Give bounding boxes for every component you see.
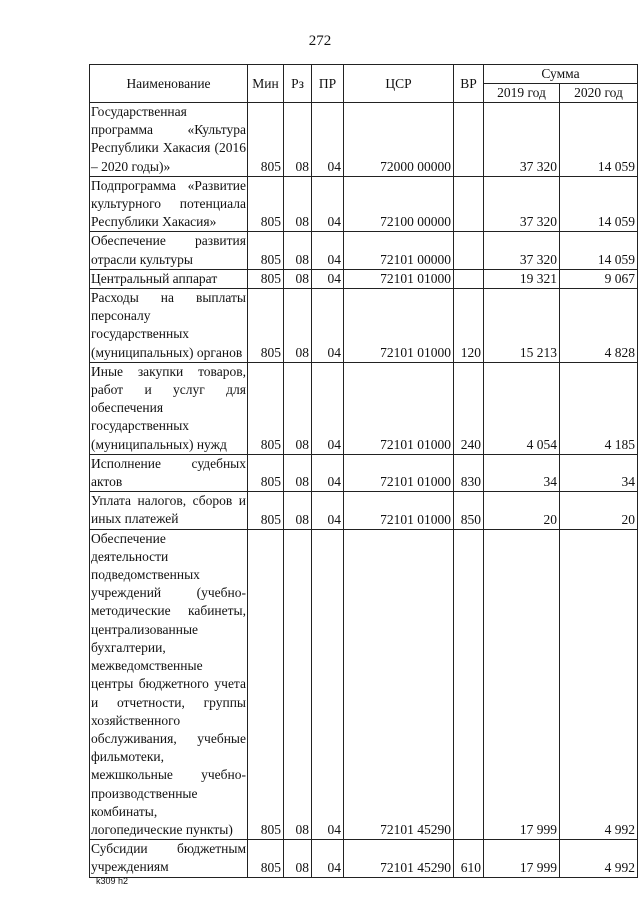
cell-y2020: 9 067	[560, 269, 638, 288]
table-row	[90, 103, 638, 177]
table-row	[90, 529, 638, 839]
cell-rz: 08	[284, 492, 312, 529]
cell-y2019: 19 321	[484, 269, 560, 288]
cell-y2020: 20	[560, 492, 638, 529]
cell-vr	[454, 176, 484, 232]
cell-name: Обеспечение развития отрасли культуры	[90, 232, 248, 269]
cell-name: Центральный аппарат	[90, 269, 248, 288]
table-row	[90, 362, 638, 454]
cell-y2020: 14 059	[560, 103, 638, 177]
cell-y2020: 14 059	[560, 176, 638, 232]
header-2019: 2019 год	[484, 84, 560, 103]
cell-y2020: 34	[560, 454, 638, 491]
cell-y2019: 20	[484, 492, 560, 529]
cell-min: 805	[248, 103, 284, 177]
cell-csr: 72101 00000	[344, 232, 454, 269]
cell-y2019: 34	[484, 454, 560, 491]
cell-min: 805	[248, 529, 284, 839]
page-number: 272	[308, 33, 332, 49]
cell-pr: 04	[312, 232, 344, 269]
cell-y2020: 4 185	[560, 362, 638, 454]
cell-name: Иные закупки товаров, работ и услуг для обеспечения государственных (муниципальных) нужд	[90, 362, 248, 454]
cell-rz: 08	[284, 176, 312, 232]
cell-name: Исполнение судебных актов	[90, 454, 248, 491]
cell-rz: 08	[284, 103, 312, 177]
cell-csr: 72101 01000	[344, 289, 454, 363]
table-row	[90, 454, 638, 491]
header-min: Мин	[248, 65, 284, 103]
cell-name: Обеспечение деятельности подведомственных учреждений (учебно-методические кабинеты, централизованные бухгалтерии, межведомственные центры бюджетного учета и отчетности, группы хозяйственного обслуживания, учебные фильмотеки, межшкольные учебно-производственные комбинаты, логопедические пункты)	[90, 529, 248, 839]
header-pr: ПР	[312, 65, 344, 103]
cell-y2019: 37 320	[484, 103, 560, 177]
footer-code: k309 h2	[96, 876, 129, 886]
cell-rz: 08	[284, 289, 312, 363]
cell-vr	[454, 269, 484, 288]
cell-vr	[454, 529, 484, 839]
table-body	[90, 103, 638, 878]
cell-rz: 08	[284, 232, 312, 269]
cell-y2020: 14 059	[560, 232, 638, 269]
cell-csr: 72101 01000	[344, 492, 454, 529]
cell-name: Государственная программа «Культура Республики Хакасия (2016 – 2020 годы)»	[90, 103, 248, 177]
cell-min: 805	[248, 492, 284, 529]
cell-rz: 08	[284, 840, 312, 877]
cell-vr: 120	[454, 289, 484, 363]
table-row	[90, 492, 638, 529]
table-row	[90, 232, 638, 269]
cell-pr: 04	[312, 492, 344, 529]
cell-name: Субсидии бюджетным учреждениям	[90, 840, 248, 877]
cell-csr: 72101 01000	[344, 362, 454, 454]
cell-vr	[454, 232, 484, 269]
cell-min: 805	[248, 269, 284, 288]
table-row	[90, 840, 638, 877]
cell-rz: 08	[284, 269, 312, 288]
cell-y2019: 37 320	[484, 176, 560, 232]
cell-pr: 04	[312, 269, 344, 288]
cell-csr: 72100 00000	[344, 176, 454, 232]
cell-y2020: 4 828	[560, 289, 638, 363]
cell-y2020: 4 992	[560, 529, 638, 839]
cell-y2019: 15 213	[484, 289, 560, 363]
cell-min: 805	[248, 289, 284, 363]
cell-min: 805	[248, 840, 284, 877]
cell-pr: 04	[312, 289, 344, 363]
cell-min: 805	[248, 362, 284, 454]
cell-y2019: 17 999	[484, 529, 560, 839]
cell-csr: 72101 45290	[344, 840, 454, 877]
cell-y2020: 4 992	[560, 840, 638, 877]
header-csr: ЦСР	[344, 65, 454, 103]
cell-y2019: 37 320	[484, 232, 560, 269]
cell-pr: 04	[312, 176, 344, 232]
cell-name: Расходы на выплаты персоналу государственных (муниципальных) органов	[90, 289, 248, 363]
cell-csr: 72101 01000	[344, 454, 454, 491]
cell-min: 805	[248, 232, 284, 269]
header-rz: Рз	[284, 65, 312, 103]
cell-rz: 08	[284, 362, 312, 454]
header-2020: 2020 год	[560, 84, 638, 103]
cell-name: Подпрограмма «Развитие культурного потенциала Республики Хакасия»	[90, 176, 248, 232]
header-name: Наименование	[90, 65, 248, 103]
cell-pr: 04	[312, 103, 344, 177]
cell-pr: 04	[312, 529, 344, 839]
cell-vr	[454, 103, 484, 177]
cell-csr: 72000 00000	[344, 103, 454, 177]
cell-vr: 610	[454, 840, 484, 877]
cell-csr: 72101 01000	[344, 269, 454, 288]
cell-vr: 830	[454, 454, 484, 491]
cell-min: 805	[248, 176, 284, 232]
budget-table	[89, 64, 638, 878]
cell-y2019: 17 999	[484, 840, 560, 877]
table-row	[90, 176, 638, 232]
table-row	[90, 289, 638, 363]
header-sum: Сумма	[484, 65, 638, 84]
cell-name: Уплата налогов, сборов и иных платежей	[90, 492, 248, 529]
cell-pr: 04	[312, 454, 344, 491]
cell-pr: 04	[312, 840, 344, 877]
cell-vr: 850	[454, 492, 484, 529]
cell-pr: 04	[312, 362, 344, 454]
cell-csr: 72101 45290	[344, 529, 454, 839]
cell-vr: 240	[454, 362, 484, 454]
cell-rz: 08	[284, 529, 312, 839]
header-vr: ВР	[454, 65, 484, 103]
cell-y2019: 4 054	[484, 362, 560, 454]
cell-min: 805	[248, 454, 284, 491]
cell-rz: 08	[284, 454, 312, 491]
table-row	[90, 269, 638, 288]
